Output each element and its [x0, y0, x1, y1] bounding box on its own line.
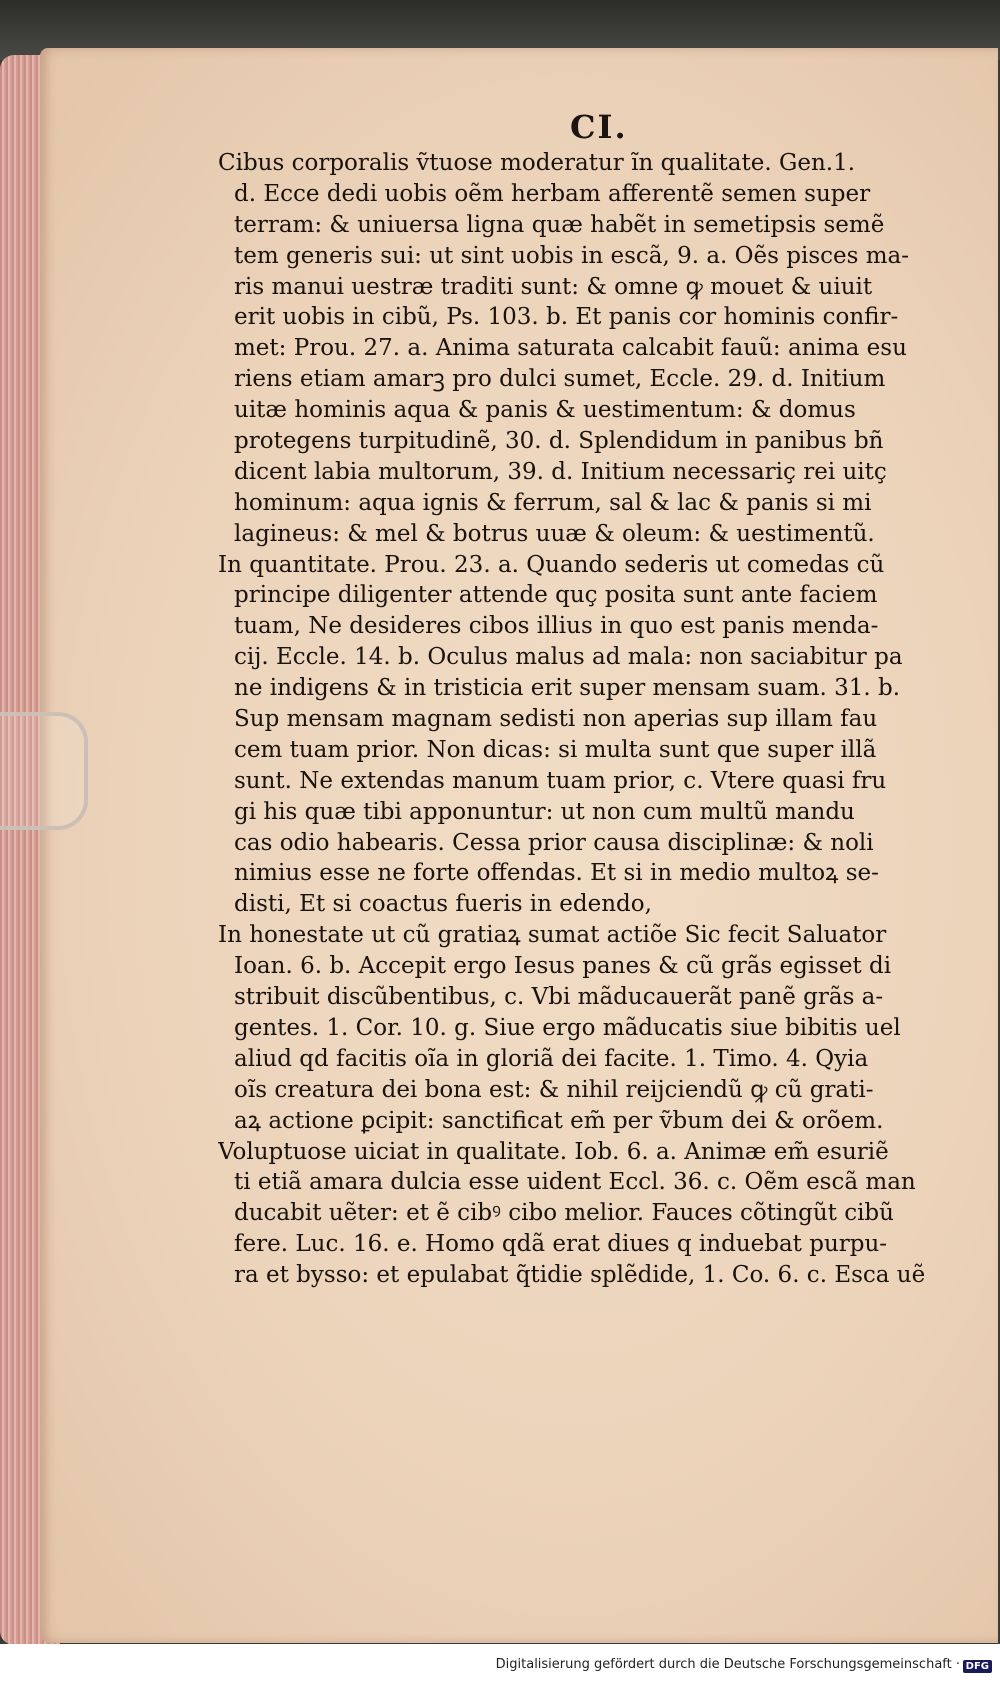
- text-line: d. Ecce dedi uobis oẽm herbam afferentẽ semen super: [234, 180, 871, 207]
- text-line: cas odio habearis. Cessa prior causa disciplinæ: & noli: [234, 829, 874, 856]
- text-line: dicent labia multorum, 39. d. Initium necessariç rei uitç: [234, 458, 887, 485]
- text-line: erit uobis in cibũ, Ps. 103. b. Et panis cor hominis confir-: [234, 304, 899, 331]
- text-line: ducabit uẽter: et ẽ cibꝰ cibo melior. Fauces cõtingũt cibũ: [234, 1200, 894, 1227]
- text-line: aꝝ actione ꝑcipit: sanctificat em̃ per ṽbum dei & orõem.: [234, 1107, 884, 1134]
- text-line: In quantitate. Prou. 23. a. Quando sederis ut comedas cũ: [218, 551, 885, 578]
- text-line: ris manui uestræ traditi sunt: & omne ꝙ mouet & uiuit: [234, 273, 873, 300]
- book-clasp: [0, 712, 88, 830]
- text-line: Sup mensam magnam sedisti non aperias sup illam fau: [234, 706, 878, 733]
- footer-bar: [0, 1644, 1000, 1684]
- text-line: principe diligenter attende quç posita sunt ante faciem: [234, 582, 878, 609]
- text-line: hominum: aqua ignis & ferrum, sal & lac & panis si mi: [234, 489, 872, 516]
- text-line: cij. Eccle. 14. b. Oculus malus ad mala: non saciabitur pa: [234, 644, 903, 671]
- text-line: cem tuam prior. Non dicas: si multa sunt que super illã: [234, 736, 877, 763]
- text-line: Ioan. 6. b. Accepit ergo Iesus panes & cũ grãs egisset di: [234, 953, 892, 980]
- footer-credit: Digitalisierung gefördert durch die Deutsche Forschungsgemeinschaft ·: [495, 1657, 960, 1672]
- text-line: disti, Et si coactus fueris in edendo,: [234, 891, 652, 918]
- text-line: uitæ hominis aqua & panis & uestimentum: & domus: [234, 397, 856, 424]
- text-line: stribuit discũbentibus, c. Vbi mãducauerãt panẽ grãs a-: [234, 984, 884, 1011]
- dfg-logo: DFG: [963, 1660, 992, 1673]
- text-block: [218, 148, 978, 1291]
- text-line: tem generis sui: ut sint uobis in escã, 9. a. Oẽs pisces ma-: [234, 242, 910, 269]
- text-line: nimius esse ne forte offendas. Et si in medio multoꝝ se-: [234, 860, 879, 887]
- text-line: lagineus: & mel & botrus uuæ & oleum: & uestimentũ.: [234, 520, 875, 547]
- text-line: sunt. Ne extendas manum tuam prior, c. Vtere quasi fru: [234, 767, 887, 794]
- text-line: gi his quæ tibi apponuntur: ut non cum multũ mandu: [234, 798, 855, 825]
- text-line: met: Prou. 27. a. Anima saturata calcabit fauũ: anima esu: [234, 335, 907, 362]
- text-line: ne indigens & in tristicia erit super mensam suam. 31. b.: [234, 675, 901, 702]
- text-line: gentes. 1. Cor. 10. g. Siue ergo mãducatis siue bibitis uel: [234, 1014, 901, 1041]
- text-line: fere. Luc. 16. e. Homo qdã erat diues q induebat purpu-: [234, 1231, 888, 1258]
- text-line: ti etiã amara dulcia esse uident Eccl. 36. c. Oẽm escã man: [234, 1169, 916, 1196]
- text-line: In honestate ut cũ gratiaꝝ sumat actiõe Sic fecit Saluator: [218, 922, 887, 949]
- text-line: oĩs creatura dei bona est: & nihil reijciendũ ꝙ cũ grati-: [234, 1076, 874, 1103]
- text-line: riens etiam amarꝫ pro dulci sumet, Eccle. 29. d. Initium: [234, 366, 886, 393]
- text-line: aliud qd facitis oĩa in gloriã dei facite. 1. Timo. 4. Qyia: [234, 1045, 869, 1072]
- text-line: Cibus corporalis ṽtuose moderatur ĩn qualitate. Gen.1.: [218, 150, 856, 176]
- text-line: ra et bysso: et epulabat q̃tidie splẽdide, 1. Co. 6. c. Esca uẽ: [234, 1262, 926, 1289]
- text-line: protegens turpitudinẽ, 30. d. Splendidum in panibus bñ: [234, 428, 884, 455]
- text-line: Voluptuose uiciat in qualitate. Iob. 6. a. Animæ em̃ esuriẽ: [218, 1138, 889, 1165]
- text-line: terram: & uniuersa ligna quæ habẽt in semetipsis semẽ: [234, 211, 885, 238]
- page-number: CI.: [570, 108, 628, 146]
- text-line: tuam, Ne desideres cibos illius in quo est panis menda-: [234, 613, 879, 640]
